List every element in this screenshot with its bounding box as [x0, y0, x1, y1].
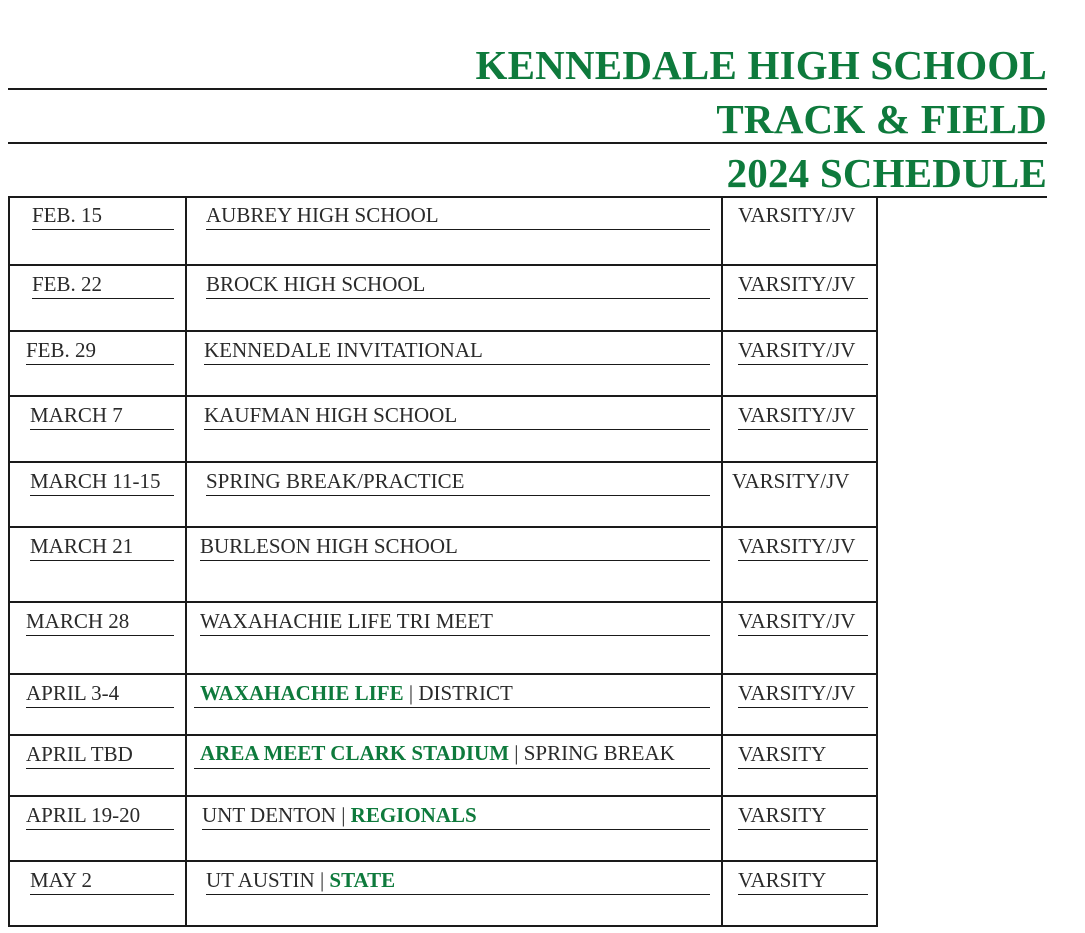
event-rest: | DISTRICT: [403, 681, 513, 705]
date-cell: MAY 2: [30, 868, 174, 895]
event-cell: KENNEDALE INVITATIONAL: [204, 338, 710, 365]
event-cell: KAUFMAN HIGH SCHOOL: [204, 403, 710, 430]
date-cell: MARCH 28: [26, 609, 174, 636]
sport-title: TRACK & FIELD: [716, 96, 1047, 142]
header-rule: [8, 142, 1047, 144]
table-row: [10, 601, 876, 673]
table-row: [10, 395, 876, 461]
table-row: [10, 330, 876, 395]
schedule-table: [8, 197, 878, 927]
table-row: [10, 197, 876, 264]
table-row: [10, 795, 876, 860]
level-cell: VARSITY: [738, 742, 868, 769]
table-row: [10, 860, 876, 925]
date-cell: MARCH 21: [30, 534, 174, 561]
event-prefix: UT AUSTIN |: [206, 868, 330, 892]
table-row: [10, 461, 876, 526]
level-cell: VARSITY/JV: [738, 272, 868, 299]
level-cell: VARSITY/JV: [738, 681, 868, 708]
table-row: [10, 264, 876, 330]
event-cell: [194, 740, 710, 769]
date-cell: APRIL 3-4: [26, 681, 174, 708]
date-cell: FEB. 22: [32, 272, 174, 299]
event-cell: AUBREY HIGH SCHOOL: [206, 203, 710, 230]
event-cell: SPRING BREAK/PRACTICE: [206, 469, 710, 496]
level-cell: VARSITY/JV: [738, 203, 856, 227]
event-cell: BURLESON HIGH SCHOOL: [200, 534, 710, 561]
date-cell: MARCH 11-15: [30, 469, 174, 496]
level-cell: VARSITY/JV: [738, 534, 868, 561]
table-row: [10, 526, 876, 601]
date-cell: MARCH 7: [30, 403, 174, 430]
event-highlight: AREA MEET CLARK STADIUM: [200, 741, 510, 765]
event-highlight: WAXAHACHIE LIFE: [200, 681, 404, 705]
level-cell: VARSITY/JV: [732, 469, 850, 493]
event-highlight: REGIONALS: [350, 803, 477, 827]
schedule-year-title: 2024 SCHEDULE: [726, 150, 1047, 196]
level-cell: VARSITY/JV: [738, 403, 868, 430]
event-prefix: UNT DENTON |: [202, 803, 351, 827]
event-cell: WAXAHACHIE LIFE TRI MEET: [200, 609, 710, 636]
event-cell: [202, 803, 710, 830]
event-cell: [206, 868, 710, 895]
level-cell: VARSITY/JV: [738, 338, 868, 365]
event-cell: BROCK HIGH SCHOOL: [206, 272, 710, 299]
level-cell: VARSITY/JV: [738, 609, 868, 636]
event-rest: | SPRING BREAK: [509, 741, 675, 765]
date-cell: APRIL TBD: [26, 742, 174, 769]
table-row: [10, 673, 876, 734]
date-cell: APRIL 19-20: [26, 803, 174, 830]
date-cell: FEB. 29: [26, 338, 174, 365]
level-cell: VARSITY: [738, 803, 868, 830]
table-row: [10, 734, 876, 795]
school-name-title: KENNEDALE HIGH SCHOOL: [475, 42, 1047, 88]
level-cell: VARSITY: [738, 868, 868, 895]
event-cell: [194, 681, 710, 708]
header-rule: [8, 88, 1047, 90]
date-cell: FEB. 15: [32, 203, 174, 230]
event-highlight: STATE: [329, 868, 396, 892]
